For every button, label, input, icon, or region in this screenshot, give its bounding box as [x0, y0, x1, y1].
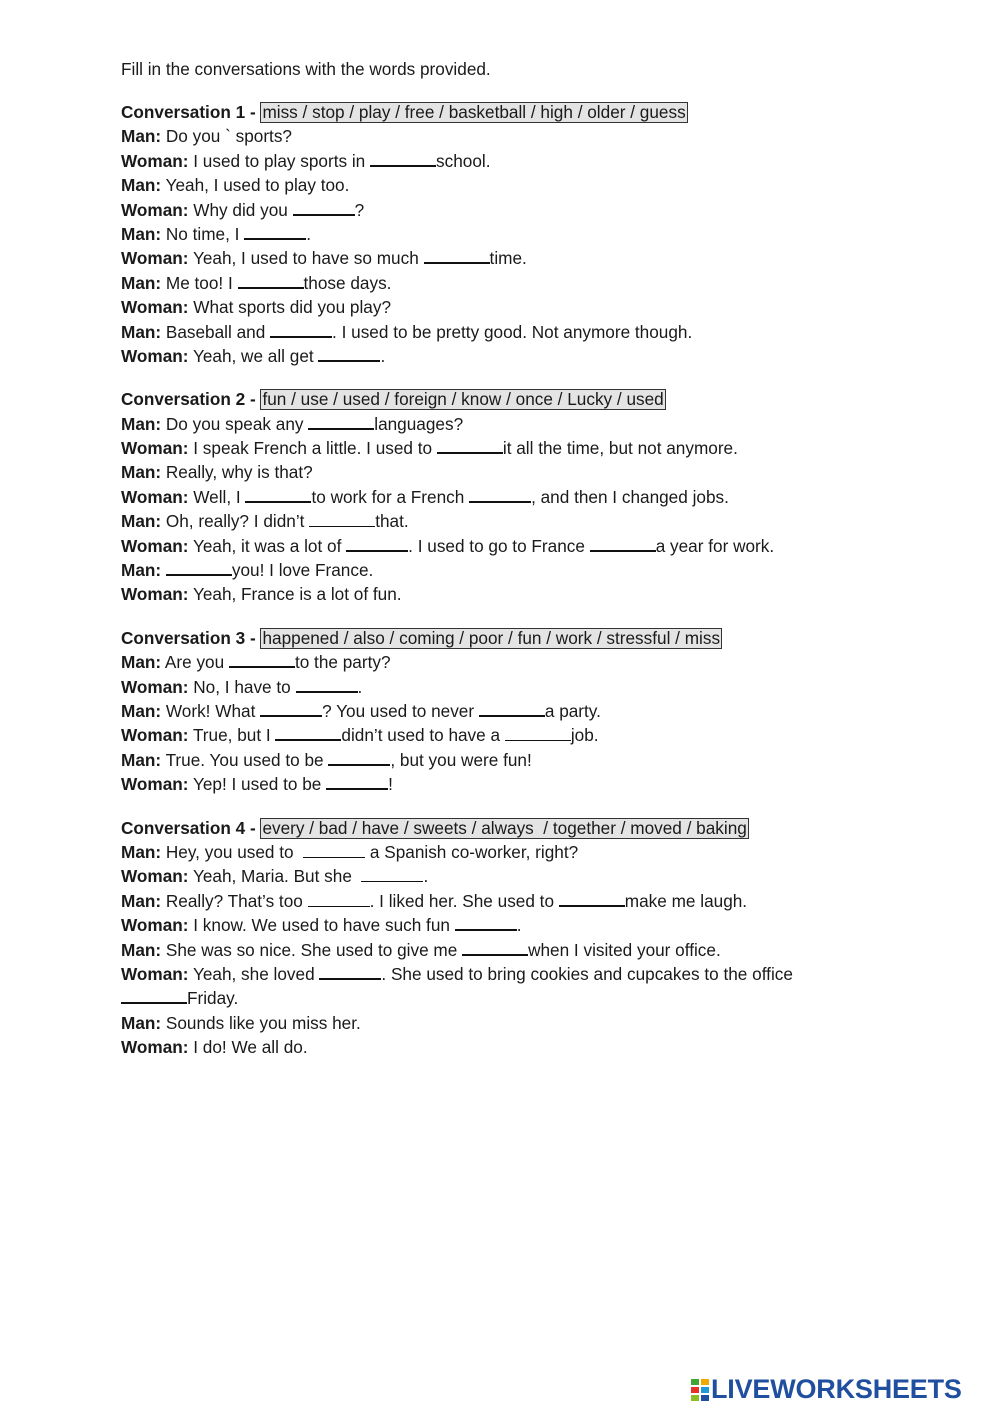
answer-blank[interactable] [309, 512, 375, 527]
answer-blank[interactable] [559, 891, 625, 907]
dialogue-line: Woman: I used to play sports in school. [121, 150, 491, 171]
dialogue-line: Woman: I know. We used to have such fun . [121, 915, 522, 936]
answer-blank[interactable] [166, 560, 232, 576]
answer-blank[interactable] [424, 248, 490, 264]
dialogue-line: Man: Are you to the party? [121, 652, 391, 673]
speaker-label: Woman: [121, 1037, 189, 1058]
answer-blank[interactable] [121, 988, 187, 1004]
speaker-label: Woman: [121, 248, 189, 269]
speaker-label: Woman: [121, 866, 189, 887]
logo-text: LIVEWORKSHEETS [711, 1374, 962, 1404]
speaker-label: Man: [121, 272, 162, 293]
answer-blank[interactable] [245, 487, 311, 503]
speaker-label: Woman: [121, 199, 189, 220]
dialogue-line: Woman: No, I have to . [121, 676, 363, 697]
speaker-label: Man: [121, 1012, 162, 1033]
dialogue-line: Man: Do you speak any languages? [121, 413, 464, 434]
dialogue-line: Woman: Yep! I used to be ! [121, 774, 393, 795]
worksheet [121, 57, 941, 1059]
conversation-4 [121, 816, 941, 1060]
dialogue-line: Woman: True, but I didn’t used to have a job. [121, 725, 599, 746]
dialogue-line: Man: Sounds like you miss her. [121, 1012, 361, 1033]
dialogue-line: Man: She was so nice. She used to give me when I visited your office. [121, 939, 721, 960]
answer-blank[interactable] [328, 750, 390, 766]
dialogue-line: Man: Me too! I those days. [121, 272, 392, 293]
speaker-label: Man: [121, 511, 162, 532]
dialogue-line: Woman: Yeah, she loved . She used to bring cookies and cupcakes to the office [121, 963, 793, 984]
dialogue-line: Woman: Yeah, it was a lot of . I used to go to France a year for work. [121, 535, 775, 556]
speaker-label: Man: [121, 700, 162, 721]
answer-blank[interactable] [318, 346, 380, 362]
dialogue-line: Friday. [121, 986, 941, 1010]
dialogue-line: Woman: What sports did you play? [121, 297, 392, 318]
conversation-2 [121, 387, 941, 607]
speaker-label: Man: [121, 321, 162, 342]
speaker-label: Woman: [121, 584, 189, 605]
answer-blank[interactable] [326, 774, 388, 790]
speaker-label: Man: [121, 652, 162, 673]
speaker-label: Man: [121, 890, 162, 911]
conversation-heading: Conversation 3 - [121, 627, 261, 648]
speaker-label: Man: [121, 223, 162, 244]
speaker-label: Woman: [121, 150, 189, 171]
word-bank: fun / use / used / foreign / know / once / Lucky / used [262, 389, 664, 410]
conversation-heading: Conversation 1 - [121, 102, 261, 122]
dialogue-line: Woman: I speak French a little. I used to it all the time, but not anymore. [121, 438, 738, 459]
speaker-label: Man: [121, 560, 162, 581]
dialogue-line: Man: No time, I . [121, 223, 311, 244]
speaker-label: Man: [121, 749, 162, 770]
dialogue-line: Man: Really, why is that? [121, 462, 313, 483]
dialogue-line: Man: you! I love France. [121, 560, 374, 581]
dialogue-line: Man: True. You used to be , but you were fun! [121, 749, 532, 770]
conversation-heading: Conversation 2 - [121, 389, 261, 410]
answer-blank[interactable] [505, 726, 571, 741]
dialogue-line: Woman: I do! We all do. [121, 1037, 308, 1058]
speaker-label: Woman: [121, 725, 189, 746]
word-bank: every / bad / have / sweets / always / together / moved / baking [262, 817, 747, 838]
answer-blank[interactable] [346, 536, 408, 552]
speaker-label: Man: [121, 841, 162, 862]
dialogue-line: Man: Baseball and . I used to be pretty good. Not anymore though. [121, 321, 693, 342]
answer-blank[interactable] [244, 224, 306, 240]
answer-blank[interactable] [462, 940, 528, 956]
answer-blank[interactable] [296, 677, 358, 693]
answer-blank[interactable] [370, 151, 436, 167]
answer-blank[interactable] [319, 964, 381, 980]
speaker-label: Man: [121, 413, 162, 434]
speaker-label: Man: [121, 939, 162, 960]
conversation-heading: Conversation 4 - [121, 817, 261, 838]
conversation-1 [121, 100, 941, 368]
dialogue-line: Man: Oh, really? I didn’t that. [121, 511, 409, 532]
speaker-label: Man: [121, 126, 162, 147]
dialogue-line: Man: Do you ` sports? [121, 126, 292, 147]
speaker-label: Man: [121, 175, 162, 196]
answer-blank[interactable] [229, 652, 295, 668]
dialogue-line: Woman: Yeah, we all get . [121, 345, 386, 366]
liveworksheets-logo [691, 1374, 991, 1404]
speaker-label: Man: [121, 462, 162, 483]
answer-blank[interactable] [308, 414, 374, 430]
dialogue-line: Man: Really? That’s too . I liked her. She used to make me laugh. [121, 890, 748, 911]
speaker-label: Woman: [121, 438, 189, 459]
word-bank: happened / also / coming / poor / fun / work / stressful / miss [262, 627, 721, 648]
dialogue-line: Woman: Why did you ? [121, 199, 365, 220]
speaker-label: Woman: [121, 915, 189, 936]
answer-blank[interactable] [479, 701, 545, 717]
answer-blank[interactable] [293, 200, 355, 216]
speaker-label: Woman: [121, 963, 189, 984]
answer-blank[interactable] [260, 701, 322, 717]
answer-blank[interactable] [238, 273, 304, 289]
answer-blank[interactable] [469, 487, 531, 503]
answer-blank[interactable] [437, 438, 503, 454]
speaker-label: Woman: [121, 774, 189, 795]
speaker-label: Woman: [121, 486, 189, 507]
speaker-label: Woman: [121, 535, 189, 556]
answer-blank[interactable] [361, 867, 423, 882]
dialogue-line: Woman: Yeah, I used to have so much time. [121, 248, 527, 269]
liveworksheets-logo-icon [691, 1379, 709, 1401]
answer-blank[interactable] [303, 843, 365, 858]
dialogue-line: Man: Work! What ? You used to never a party. [121, 700, 601, 721]
word-bank: miss / stop / play / free / basketball / high / older / guess [262, 102, 686, 122]
dialogue-line: Woman: Yeah, Maria. But she . [121, 866, 429, 887]
answer-blank[interactable] [270, 322, 332, 338]
answer-blank[interactable] [590, 536, 656, 552]
answer-blank[interactable] [275, 725, 341, 741]
speaker-label: Woman: [121, 345, 189, 366]
instruction-text: Fill in the conversations with the words provided. [121, 59, 491, 79]
speaker-label: Woman: [121, 297, 189, 318]
dialogue-line: Man: Yeah, I used to play too. [121, 175, 350, 196]
dialogue-line: Woman: Well, I to work for a French , and then I changed jobs. [121, 486, 729, 507]
dialogue-line: Woman: Yeah, France is a lot of fun. [121, 584, 402, 605]
answer-blank[interactable] [455, 915, 517, 931]
speaker-label: Woman: [121, 676, 189, 697]
answer-blank[interactable] [308, 892, 370, 907]
conversation-3 [121, 626, 941, 797]
dialogue-line: Man: Hey, you used to a Spanish co-worker, right? [121, 841, 579, 862]
